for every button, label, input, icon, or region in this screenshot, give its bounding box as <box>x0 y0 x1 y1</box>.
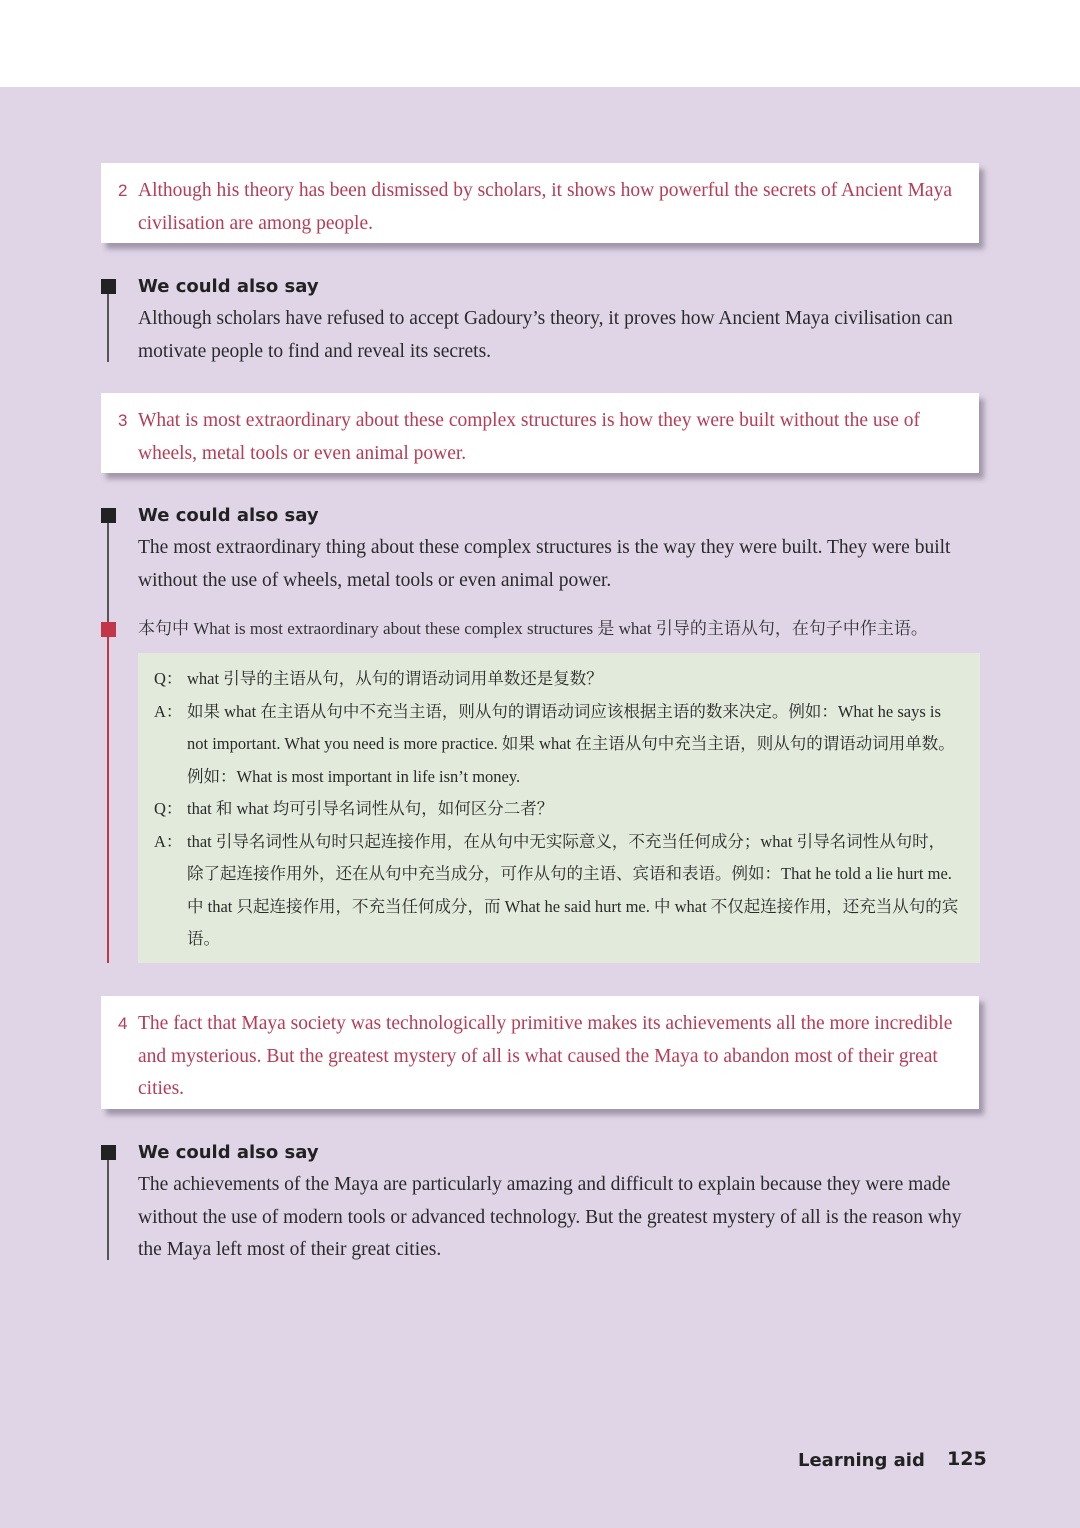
qa-row <box>154 696 960 794</box>
say-heading: We could also say <box>138 276 319 297</box>
qa-label: A： <box>154 831 183 851</box>
square-marker-icon <box>101 1145 116 1160</box>
qa-question: what 引导的主语从句，从句的谓语动词用单数还是复数？ <box>187 669 603 688</box>
qa-row <box>154 826 960 956</box>
sentence-number: 4 <box>118 1014 128 1033</box>
qa-answer: that 引导名词性从句时只起连接作用，在从句中无实际意义，不充当任何成分；what 引导名词性从句时，除了起连接作用外，还在从句中充当成分，可作从句的主语、宾语和表语。例如：That he told a lie hurt me. 中 that 只起连接作用，不充当任何成分，而 What he said hurt me. 中 what 不仅起连接作用，还充当从句的宾语。 <box>187 831 959 948</box>
qa-box <box>138 653 980 963</box>
section-line <box>107 282 109 362</box>
note-marker-icon <box>101 622 116 637</box>
sentence-card-2 <box>101 163 979 243</box>
footer-label: Learning aid <box>798 1450 925 1471</box>
sentence-card-4 <box>101 996 979 1109</box>
sentence-number: 3 <box>118 411 128 430</box>
note-line <box>107 621 109 963</box>
qa-answer: 如果 what 在主语从句中不充当主语，则从句的谓语动词应该根据主语的数来决定。例如：What he says is not important. What you need is more practice. 如果 what 在主语从句中充当主语，则从句的谓语动词用单数。例如：What is most important in life isn’t money. <box>187 701 955 786</box>
say-text: The most extraordinary thing about these complex structures is the way they were built. They were built without the use of wheels, metal tools or even animal power. <box>138 537 951 591</box>
say-heading: We could also say <box>138 1142 319 1163</box>
say-heading: We could also say <box>138 505 319 526</box>
sentence-text: What is most extraordinary about these complex structures is how they were built without the use of wheels, metal tools or even animal power. <box>138 410 920 464</box>
qa-label: A： <box>154 701 183 721</box>
section-line <box>107 511 109 621</box>
sentence-number: 2 <box>118 181 128 200</box>
sentence-text: The fact that Maya society was technologically primitive makes its achievements all the more incredible and mysterious. But the greatest mystery of all is what caused the Maya to abandon most of their great cities. <box>138 1013 953 1099</box>
section-line <box>107 1148 109 1260</box>
square-marker-icon <box>101 508 116 523</box>
qa-question: that 和 what 均可引导名词性从句，如何区分二者？ <box>187 799 554 818</box>
sentence-text: Although his theory has been dismissed by scholars, it shows how powerful the secrets of Ancient Maya civilisation are among people. <box>138 180 952 234</box>
say-text: The achievements of the Maya are particularly amazing and difficult to explain because they were made without the use of modern tools or advanced technology. But the greatest mystery of all is the reason why the Maya left most of their great cities. <box>138 1174 962 1260</box>
qa-label: Q： <box>154 669 183 688</box>
square-marker-icon <box>101 279 116 294</box>
qa-label: Q： <box>154 799 183 818</box>
page-number: 125 <box>947 1448 987 1470</box>
qa-row <box>154 793 960 826</box>
grammar-note: 本句中 What is most extraordinary about these complex structures 是 what 引导的主语从句，在句子中作主语。 <box>138 619 928 638</box>
qa-row <box>154 663 960 696</box>
sentence-card-3 <box>101 393 979 473</box>
say-text: Although scholars have refused to accept Gadoury’s theory, it proves how Ancient Maya civilisation can motivate people to find and reveal its secrets. <box>138 308 953 362</box>
